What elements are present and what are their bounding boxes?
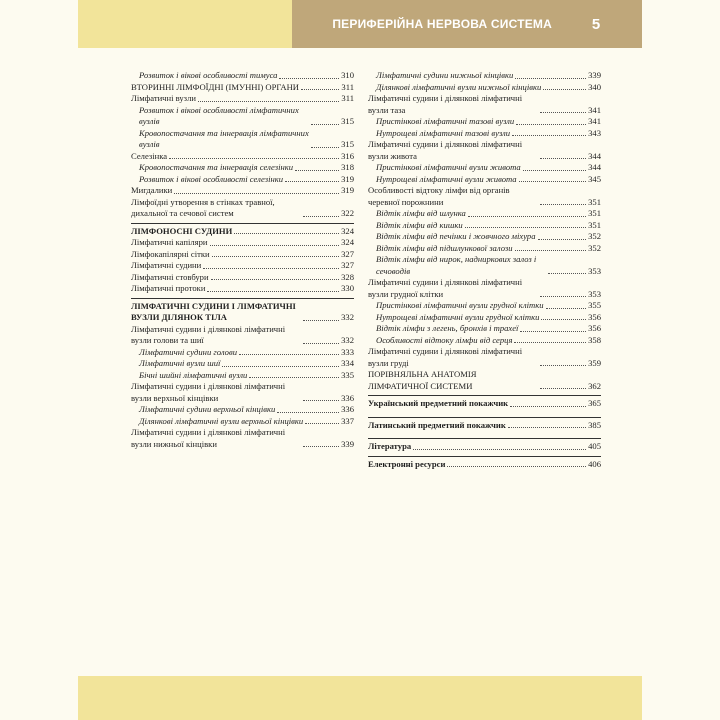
toc-entry-page: 341 [588,104,601,115]
toc-entry-title: Нутрощеві лімфатичні вузли грудної клітки [376,311,540,322]
toc-entry[interactable] [368,312,601,324]
toc-entry-page: 328 [341,271,354,282]
dot-leader [301,89,339,90]
toc-entry[interactable] [131,370,354,382]
toc-entry[interactable] [131,226,354,238]
dot-leader [285,181,339,182]
dot-leader [207,291,339,292]
toc-entry-page: 319 [341,173,354,184]
dot-leader [543,89,586,90]
toc-entry-page: 335 [341,369,354,380]
toc-entry[interactable] [368,243,601,255]
dot-leader [523,170,586,171]
page-number [560,0,642,48]
toc-entry-title: Література [368,441,412,451]
dot-leader [277,412,339,413]
toc-entry-page: 339 [588,70,601,80]
toc-entry-page: 351 [588,196,601,207]
toc-entry-page: 345 [588,173,601,184]
toc-entry-title: Розвиток і вікові особливості тимуса [139,70,278,80]
toc-entry-title: Лімфатичні капіляри [131,237,208,247]
dot-leader [541,319,586,320]
toc-entry-title: ПОРІВНЯЛЬНА АНАТОМІЯ ЛІМФАТИЧНОЇ СИСТЕМИ [368,369,477,391]
dot-leader [540,388,586,389]
toc-entry[interactable] [368,185,601,208]
toc-entry-page: 406 [588,458,601,469]
toc-entry[interactable] [131,105,354,128]
dot-leader [546,308,587,309]
toc-entry-title: Лімфатичні судини і ділянкові лімфатичні вузли груді [368,346,523,368]
toc-entry-page: 310 [341,70,354,80]
toc-entry-page: 324 [341,225,354,236]
section-rule [131,223,354,224]
toc-entry-title: Кровопостачання та іннервація селезінки [139,162,294,172]
toc-entry[interactable] [131,185,354,197]
toc-entry-page: 322 [341,208,354,218]
dot-leader [198,101,339,102]
toc-entry[interactable] [131,381,354,404]
toc-entry-title: Електронні ресурси [368,458,446,469]
toc-entry[interactable] [131,416,354,428]
toc-entry[interactable] [131,301,354,324]
toc-entry-page: 352 [588,231,601,241]
toc-entry[interactable] [131,128,354,151]
dot-leader [540,204,586,205]
section-rule [131,298,354,299]
dot-leader [210,245,340,246]
toc-entry[interactable] [368,441,601,453]
toc-entry-title: Бічні шийні лімфатичні вузли [139,369,248,380]
dot-leader [538,239,587,240]
toc-entry[interactable] [368,174,601,186]
toc-entry[interactable] [131,358,354,370]
toc-entry[interactable] [368,82,601,94]
toc-entry-title: Нутрощеві лімфатичні вузли живота [376,173,517,184]
dot-leader [510,406,586,407]
toc-entry-page: 311 [341,93,354,103]
toc-entry-title: Пристінкові лімфатичні вузли грудної клітки [376,300,544,310]
toc-entry-title: Лімфатичні стовбури [131,271,209,282]
section-rule [368,417,601,418]
toc-entry-page: 316 [341,150,354,161]
toc-entry-title: Розвиток і вікові особливості лімфатичних вузлів [139,104,299,126]
toc-entry-page: 336 [341,392,354,403]
toc-column-right [368,70,601,470]
toc-entry-title: Лімфатичні судини і ділянкові лімфатичні вузли таза [368,93,523,115]
toc-entry-title: Відтік лімфи від підшлункової залози [376,242,513,253]
toc-entry-page: 334 [341,358,354,368]
dot-leader [519,181,587,182]
dot-leader [413,449,586,450]
toc-entry-page: 339 [341,438,354,449]
toc-entry-page: 351 [588,219,601,230]
toc-entry[interactable] [368,346,601,369]
toc-entry-title: Лімфатичні судини голови [139,346,238,357]
toc-entry-page: 315 [341,139,354,149]
dot-leader [468,216,586,217]
toc-entry[interactable] [368,277,601,300]
dot-leader [540,158,586,159]
toc-entry-title: Лімфатичні судини [131,260,202,270]
toc-entry-title: Кровопостачання та іннервація лімфатичних вузлів [139,127,309,149]
toc-entry-page: 318 [341,162,354,172]
toc-entry[interactable] [131,347,354,359]
toc-entry-title: Лімфатичні судини нижньої кінцівки [376,70,514,80]
toc-entry-page: 333 [341,346,354,357]
dot-leader [303,216,339,217]
toc-entry-title: Латинський предметний покажчик [368,419,506,430]
toc-entry-title: Ділянкові лімфатичні вузли верхньої кінцівки [139,415,304,426]
toc-entry-title: Лімфатичні протоки [131,283,206,293]
toc-column-left [131,70,354,450]
section-rule [368,395,601,396]
toc-entry-page: 356 [588,323,601,333]
toc-entry-title: Лімфатичні судини і ділянкові лімфатичні вузли нижньої кінцівки [131,427,286,449]
toc-entry[interactable] [131,237,354,249]
toc-entry-page: 359 [588,357,601,368]
section-rule [368,456,601,457]
toc-entry-page: 315 [341,116,354,126]
toc-entry-title: Пристінкові лімфатичні вузли живота [376,162,521,172]
toc-entry[interactable] [131,70,354,82]
toc-entry[interactable] [368,369,601,392]
dot-leader [295,170,339,171]
dot-leader [515,250,587,251]
toc-entry-page: 330 [341,283,354,293]
dot-leader [515,78,586,79]
toc-entry-page: 385 [588,419,601,430]
toc-entry[interactable] [368,254,601,277]
toc-entry-title: Мигдалики [131,185,173,195]
toc-entry-page: 324 [341,237,354,247]
toc-entry-title: Лімфатичні судини і ділянкові лімфатичні вузли голови та шиї [131,323,286,345]
toc-entry[interactable] [368,398,601,410]
dot-leader [540,296,586,297]
toc-entry[interactable] [131,324,354,347]
toc-entry-title: Лімфокапілярні сітки [131,248,210,259]
toc-entry-page: 353 [588,288,601,299]
toc-entry-title: Відтік лімфи з легень, бронхів і трахеї [376,323,519,333]
toc-entry-page: 340 [588,81,601,92]
toc-entry[interactable] [368,116,601,128]
dot-leader [447,466,586,467]
toc-entry-page: 351 [588,208,601,218]
toc-entry[interactable] [131,272,354,284]
dot-leader [516,124,586,125]
toc-entry-page: 355 [588,300,601,310]
spacer [368,431,601,435]
dot-leader [520,331,586,332]
dot-leader [548,273,586,274]
toc-entry-page: 332 [341,335,354,345]
toc-entry-page: 358 [588,334,601,345]
section-rule [368,438,601,439]
toc-entry-page: 327 [341,248,354,259]
toc-entry-page: 344 [588,150,601,161]
toc-entry-title: Розвиток і вікові особливості селезінки [139,173,284,184]
toc-entry[interactable] [131,151,354,163]
footer-band [78,676,642,720]
dot-leader [212,256,339,257]
toc-entry[interactable] [368,139,601,162]
toc-entry-page: 352 [588,242,601,253]
dot-leader [305,423,339,424]
toc-entry-title: Відтік лімфи від шлунка [376,208,466,218]
dot-leader [169,158,339,159]
dot-leader [234,233,339,234]
toc-entry[interactable] [368,208,601,220]
toc-entry[interactable] [368,231,601,243]
toc-entry-title: Особливості відтоку лімфи від серця [376,334,513,345]
toc-entry[interactable] [368,93,601,116]
toc-entry[interactable] [131,174,354,186]
toc-entry-page: 332 [341,312,354,322]
toc-entry[interactable] [368,323,601,335]
toc-entry[interactable] [368,162,601,174]
dot-leader [465,227,586,228]
dot-leader [540,365,586,366]
toc-entry-title: Лімфатичні вузли [131,93,196,103]
toc-entry-page: 362 [588,380,601,391]
dot-leader [239,354,339,355]
toc-entry[interactable] [368,220,601,232]
toc-entry[interactable] [131,283,354,295]
toc-entry-page: 341 [588,116,601,126]
dot-leader [203,268,339,269]
toc-entry-page: 311 [341,81,354,92]
dot-leader [512,135,586,136]
toc-entry-title: Селезінка [131,150,168,161]
toc-entry-title: Пристінкові лімфатичні тазові вузли [376,116,515,126]
toc-entry[interactable] [131,249,354,261]
toc-entry-page: 405 [588,441,601,451]
dot-leader [211,279,340,280]
toc-entry-title: Лімфатичні судини верхньої кінцівки [139,404,276,414]
dot-leader [303,343,339,344]
toc-entry-title: Відтік лімфи від нирок, надниркових залоз і сечоводів [376,254,537,276]
toc-entry[interactable] [368,70,601,82]
toc-entry[interactable] [131,427,354,450]
toc-entry-page: 319 [341,185,354,195]
spacer [368,410,601,414]
dot-leader [303,446,339,447]
toc-entry-page: 344 [588,162,601,172]
toc-entry-title: ВТОРИННІ ЛІМФОЇДНІ (ІМУННІ) ОРГАНИ [131,81,299,92]
dot-leader [540,112,586,113]
toc-entry-title: Лімфатичні судини і ділянкові лімфатичні вузли верхньої кінцівки [131,381,286,403]
toc-entry[interactable] [131,404,354,416]
toc-entry[interactable] [131,93,354,105]
toc-entry-page: 353 [588,265,601,276]
toc-entry-title: Нутрощеві лімфатичні тазові вузли [376,127,511,138]
toc-entry[interactable] [131,162,354,174]
toc-entry[interactable] [368,335,601,347]
toc-entry[interactable] [368,300,601,312]
toc-entry-page: 337 [341,415,354,426]
toc-entry-title: Український предметний покажчик [368,398,509,408]
toc-entry-title: ЛІМФАТИЧНІ СУДИНИ І ЛІМФАТИЧНІ ВУЗЛИ ДІЛЯНОК ТІЛА [131,300,296,322]
dot-leader [514,342,586,343]
dot-leader [508,427,586,428]
toc-entry[interactable] [131,260,354,272]
toc-entry-title: Лімфатичні судини і ділянкові лімфатичні вузли живота [368,139,523,161]
toc-entry-page: 343 [588,127,601,138]
page-number-text: 5 [591,15,601,33]
dot-leader [249,377,339,378]
dot-leader [311,124,339,125]
dot-leader [311,147,339,148]
toc-entry-title: ЛІМФОНОСНІ СУДИНИ [131,225,233,236]
toc-entry-title: Лімфатичні вузли шиї [139,358,221,368]
dot-leader [279,78,339,79]
toc-entry-page: 327 [341,260,354,270]
toc-entry-title: Лімфоїдні утворення в стінках травної, дихальної та сечової систем [131,196,275,218]
dot-leader [174,193,339,194]
toc-entry-title: Відтік лімфи від кишки [376,219,463,230]
toc-entry[interactable] [368,459,601,471]
running-header-title: ПЕРИФЕРІЙНА НЕРВОВА СИСТЕМА [292,0,560,48]
toc-entry-title: Лімфатичні судини і ділянкові лімфатичні вузли грудної клітки [368,277,523,299]
toc-entry-title: Ділянкові лімфатичні вузли нижньої кінцівки [376,81,542,92]
toc-entry-page: 356 [588,311,601,322]
toc-entry[interactable] [131,197,354,220]
dot-leader [222,366,339,367]
toc-entry-title: Відтік лімфи від печінки і жовчного міхура [376,231,536,241]
toc-entry[interactable] [131,82,354,94]
toc-entry-page: 336 [341,404,354,414]
toc-entry-page: 365 [588,398,601,408]
dot-leader [303,320,339,321]
toc-entry-title: Особливості відтоку лімфи від органів черевної порожнини [368,185,510,207]
toc-entry[interactable] [368,128,601,140]
dot-leader [303,400,339,401]
toc-entry[interactable] [368,420,601,432]
